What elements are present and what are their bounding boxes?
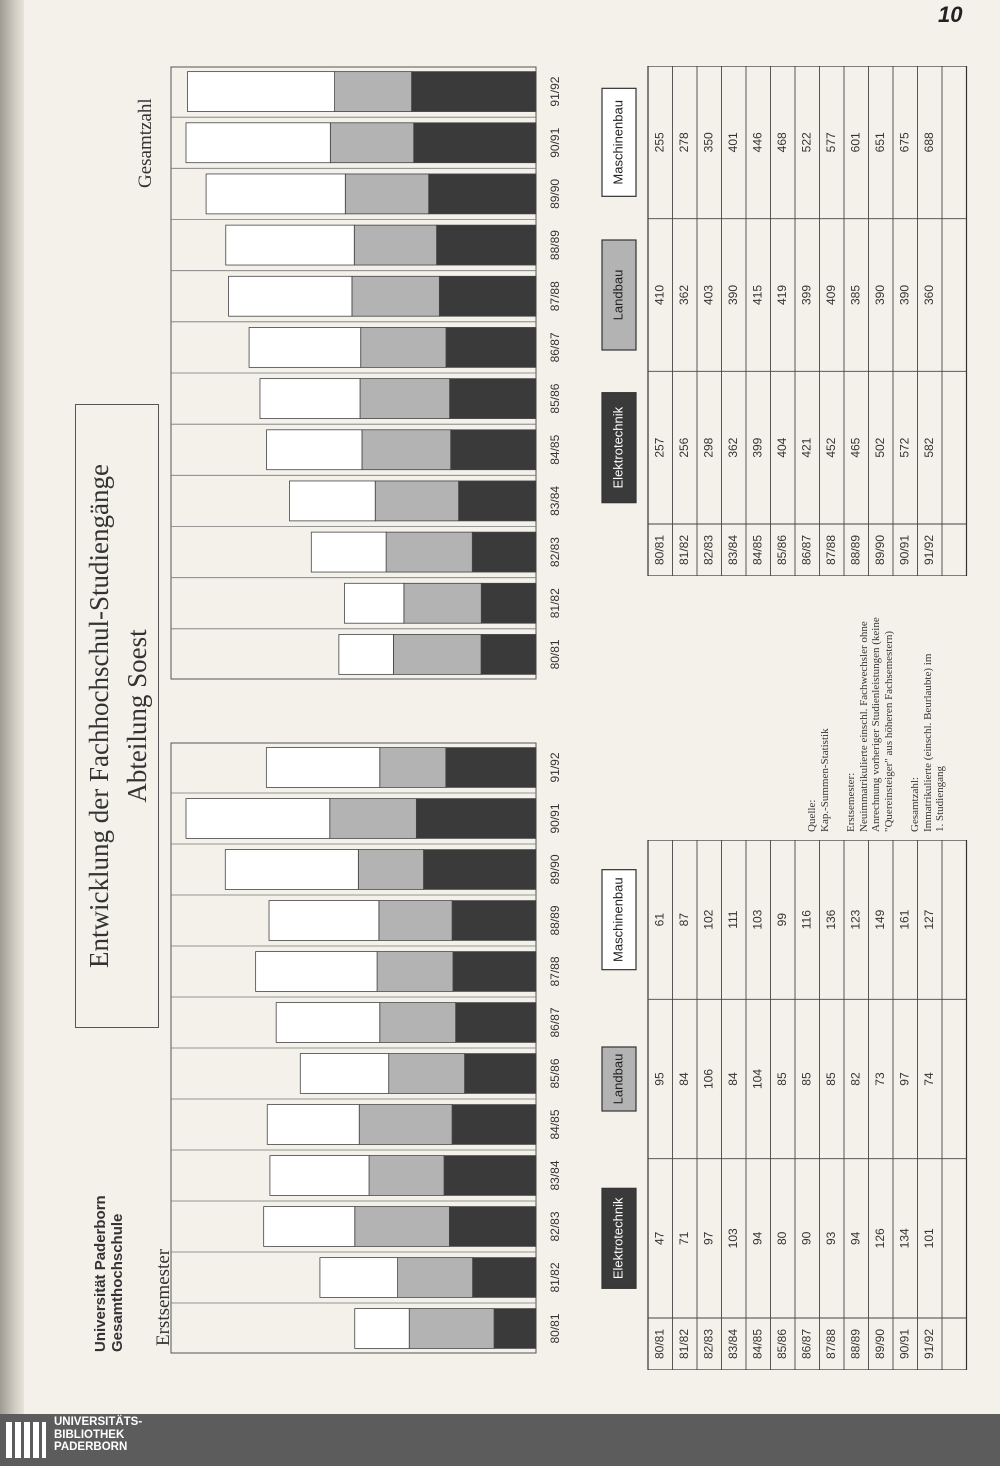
table-value-cell: 85 xyxy=(799,1072,814,1086)
table-value-cell: 582 xyxy=(921,437,936,458)
table-value-cell: 101 xyxy=(921,1228,936,1249)
table-value-cell: 385 xyxy=(848,284,863,306)
university-header xyxy=(92,1195,126,1352)
table-value-cell: 161 xyxy=(897,909,912,930)
table-value-cell: 97 xyxy=(701,1231,716,1246)
page-gutter xyxy=(0,0,24,1414)
table-value-cell: 94 xyxy=(848,1231,863,1246)
bar-segment-elektrotechnik xyxy=(452,901,536,941)
table-value-cell: 452 xyxy=(823,437,838,458)
bar-segment-elektrotechnik xyxy=(412,72,536,112)
table-year-cell: 81/82 xyxy=(676,534,691,566)
category-tick-label: 80/81 xyxy=(548,1313,563,1344)
table-value-cell: 390 xyxy=(897,284,912,306)
bar-segment-maschinenbau xyxy=(339,634,394,674)
bar-segment-landbau xyxy=(362,430,451,470)
table-value-cell: 111 xyxy=(725,910,740,929)
bar-segment-elektrotechnik xyxy=(481,634,536,674)
table-year-cell: 90/91 xyxy=(897,534,912,566)
note-gesamtzahl-label: Gesamtzahl: xyxy=(909,777,921,832)
table-value-cell: 87 xyxy=(676,912,691,927)
table-value-cell: 102 xyxy=(701,909,716,930)
table-value-cell: 126 xyxy=(872,1228,887,1249)
table-value-cell: 103 xyxy=(750,909,765,930)
table-value-cell: 675 xyxy=(897,132,912,153)
table-year-cell: 85/86 xyxy=(774,534,789,566)
legend-label-maschinenbau: Maschinenbau xyxy=(610,100,626,185)
category-tick-label: 83/84 xyxy=(548,485,563,516)
category-tick-label: 82/83 xyxy=(548,1211,563,1242)
note-quelle-label: Quelle: xyxy=(806,799,818,832)
bar-segment-maschinenbau xyxy=(229,276,352,316)
table-year-cell: 84/85 xyxy=(750,534,765,566)
table-value-cell: 74 xyxy=(921,1072,936,1086)
category-tick-label: 87/88 xyxy=(548,281,563,312)
library-logo-line: PADERBORN xyxy=(54,1441,128,1453)
bar-segment-elektrotechnik xyxy=(437,225,536,265)
table-value-cell: 71 xyxy=(676,1231,691,1246)
bar-segment-landbau xyxy=(375,481,458,521)
table-value-cell: 601 xyxy=(848,132,863,153)
table-year-cell: 80/81 xyxy=(652,1328,667,1360)
table-value-cell: 149 xyxy=(872,909,887,930)
bar-segment-elektrotechnik xyxy=(452,1105,536,1145)
table-value-cell: 61 xyxy=(652,912,667,927)
bar-segment-elektrotechnik xyxy=(459,481,536,521)
table-value-cell: 255 xyxy=(652,132,667,153)
bar-segment-maschinenbau xyxy=(289,481,375,521)
bar-segment-landbau xyxy=(361,327,446,367)
bar-segment-maschinenbau xyxy=(186,799,330,839)
bar-segment-maschinenbau xyxy=(256,952,377,992)
category-tick-label: 85/86 xyxy=(548,1058,563,1089)
bar-segment-landbau xyxy=(369,1156,444,1196)
bar-segment-elektrotechnik xyxy=(494,1309,536,1349)
table-value-cell: 415 xyxy=(750,284,765,306)
bar-segment-maschinenbau xyxy=(311,532,386,572)
category-tick-label: 88/89 xyxy=(548,905,563,936)
bar-segment-landbau xyxy=(352,276,439,316)
table-value-cell: 362 xyxy=(725,437,740,458)
bar-segment-landbau xyxy=(409,1309,494,1349)
bar-segment-elektrotechnik xyxy=(451,430,536,470)
bar-segment-maschinenbau xyxy=(206,174,345,214)
chart-title-erstsemester: Erstsemester xyxy=(153,1248,174,1346)
chart-gesamtzahl xyxy=(170,66,600,680)
table-year-cell: 85/86 xyxy=(774,1328,789,1360)
library-logo-line: UNIVERSITÄTS- xyxy=(54,1416,143,1428)
table-value-cell: 104 xyxy=(750,1068,765,1090)
category-tick-label: 85/86 xyxy=(548,383,563,414)
bar-segment-maschinenbau xyxy=(264,1207,355,1247)
category-tick-label: 89/90 xyxy=(548,178,563,209)
bar-segment-landbau xyxy=(335,72,412,112)
table-value-cell: 468 xyxy=(774,132,789,153)
table-value-cell: 123 xyxy=(848,909,863,930)
bar-segment-landbau xyxy=(345,174,428,214)
bar-segment-maschinenbau xyxy=(187,72,334,112)
bar-segment-landbau xyxy=(330,799,417,839)
category-tick-label: 84/85 xyxy=(548,434,563,465)
table-value-cell: 399 xyxy=(750,437,765,458)
category-tick-label: 81/82 xyxy=(548,588,563,619)
note-erstsemester-line: Neuimmatrikulierte einschl. Fachwechsler ohne xyxy=(857,621,870,832)
note-erstsemester-line: "Quereinsteiger" aus höheren Fachsemestern) xyxy=(882,630,895,832)
table-value-cell: 522 xyxy=(799,132,814,153)
table-year-cell: 87/88 xyxy=(823,1328,838,1360)
table-value-cell: 93 xyxy=(823,1231,838,1246)
bar-segment-maschinenbau xyxy=(267,430,362,470)
category-tick-label: 84/85 xyxy=(548,1109,563,1140)
bar-segment-landbau xyxy=(354,225,436,265)
bar-segment-maschinenbau xyxy=(269,901,379,941)
chart-title-gesamtzahl: Gesamtzahl xyxy=(135,98,156,188)
table-value-cell: 446 xyxy=(750,132,765,153)
table-year-cell: 82/83 xyxy=(701,1328,716,1360)
table-year-cell: 81/82 xyxy=(676,1328,691,1360)
category-tick-label: 86/87 xyxy=(548,1007,563,1038)
bar-segment-elektrotechnik xyxy=(414,123,536,163)
table-value-cell: 257 xyxy=(652,437,667,458)
table-value-cell: 84 xyxy=(725,1072,740,1086)
table-year-cell: 89/90 xyxy=(872,1328,887,1360)
table-value-cell: 465 xyxy=(848,437,863,458)
table-year-cell: 83/84 xyxy=(725,534,740,566)
category-tick-label: 81/82 xyxy=(548,1262,563,1293)
bar-segment-landbau xyxy=(359,1105,452,1145)
table-year-cell: 82/83 xyxy=(701,534,716,566)
category-tick-label: 87/88 xyxy=(548,956,563,987)
table-value-cell: 99 xyxy=(774,912,789,927)
category-tick-label: 91/92 xyxy=(548,76,563,107)
legend-label-elektrotechnik: Elektrotechnik xyxy=(610,406,626,489)
table-value-cell: 85 xyxy=(823,1072,838,1086)
table-year-cell: 90/91 xyxy=(897,1328,912,1360)
bar-segment-maschinenbau xyxy=(186,123,330,163)
bar-segment-maschinenbau xyxy=(300,1054,388,1094)
table-year-cell: 83/84 xyxy=(725,1328,740,1360)
bar-segment-elektrotechnik xyxy=(444,1156,536,1196)
table-value-cell: 362 xyxy=(676,284,691,306)
table-value-cell: 116 xyxy=(799,910,814,930)
category-tick-label: 89/90 xyxy=(548,854,563,885)
bar-segment-landbau xyxy=(330,123,413,163)
bar-segment-elektrotechnik xyxy=(416,799,536,839)
table-erstsemester xyxy=(600,840,970,1370)
table-value-cell: 401 xyxy=(725,132,740,153)
bar-segment-landbau xyxy=(360,379,450,419)
category-tick-label: 90/91 xyxy=(548,803,563,834)
school-type: Gesamthochschule xyxy=(109,1213,126,1352)
title-line-2: Abteilung Soest xyxy=(122,629,152,803)
bar-segment-elektrotechnik xyxy=(439,276,536,316)
table-value-cell: 421 xyxy=(799,437,814,458)
bar-segment-maschinenbau xyxy=(276,1003,380,1043)
table-year-cell: 84/85 xyxy=(750,1328,765,1360)
table-year-cell: 80/81 xyxy=(652,534,667,566)
library-logo-line: BIBLIOTHEK xyxy=(54,1428,125,1441)
bar-segment-maschinenbau xyxy=(320,1258,398,1298)
table-value-cell: 572 xyxy=(897,437,912,458)
table-value-cell: 94 xyxy=(750,1231,765,1246)
table-value-cell: 390 xyxy=(872,284,887,306)
table-value-cell: 73 xyxy=(872,1072,887,1086)
bar-segment-landbau xyxy=(379,901,452,941)
page-number: 10 xyxy=(938,2,963,27)
table-value-cell: 399 xyxy=(799,284,814,306)
table-value-cell: 390 xyxy=(725,284,740,306)
bar-segment-elektrotechnik xyxy=(429,174,536,214)
table-value-cell: 278 xyxy=(676,132,691,153)
bar-segment-landbau xyxy=(377,952,453,992)
bar-segment-landbau xyxy=(389,1054,465,1094)
bar-segment-elektrotechnik xyxy=(472,532,536,572)
bar-segment-maschinenbau xyxy=(267,1105,359,1145)
university-name: Universität Paderborn xyxy=(92,1195,109,1352)
page-title xyxy=(75,404,159,1028)
bar-segment-landbau xyxy=(393,634,481,674)
table-value-cell: 298 xyxy=(701,437,716,458)
library-footer xyxy=(0,1414,1000,1466)
bar-segment-elektrotechnik xyxy=(446,748,536,788)
table-value-cell: 577 xyxy=(823,132,838,153)
table-value-cell: 256 xyxy=(676,437,691,458)
category-tick-label: 91/92 xyxy=(548,752,563,783)
bar-segment-maschinenbau xyxy=(225,850,358,890)
table-value-cell: 127 xyxy=(921,909,936,930)
table-value-cell: 95 xyxy=(652,1072,667,1086)
table-value-cell: 103 xyxy=(725,1228,740,1249)
note-erstsemester-line: Anrechnung vorheriger Studienleistungen (keine xyxy=(870,617,882,832)
title-line-1: Entwicklung der Fachhochschul-Studiengänge xyxy=(84,464,114,968)
bar-segment-elektrotechnik xyxy=(446,327,536,367)
table-value-cell: 47 xyxy=(652,1231,667,1246)
bar-segment-maschinenbau xyxy=(266,748,379,788)
table-value-cell: 688 xyxy=(921,132,936,153)
table-year-cell: 88/89 xyxy=(848,534,863,566)
table-value-cell: 134 xyxy=(897,1228,912,1249)
bar-segment-maschinenbau xyxy=(355,1309,409,1349)
note-gesamtzahl-line: 1. Studiengang xyxy=(934,766,946,832)
note-erstsemester-label: Erstsemester: xyxy=(845,772,857,832)
category-tick-label: 90/91 xyxy=(548,127,563,158)
category-tick-label: 82/83 xyxy=(548,537,563,568)
table-value-cell: 409 xyxy=(823,284,838,306)
legend-label-landbau: Landbau xyxy=(610,1053,626,1105)
notes xyxy=(806,617,947,832)
table-value-cell: 403 xyxy=(701,284,716,306)
note-gesamtzahl-line: Immatrikulierte (einschl. Beurlaubte) im xyxy=(921,653,934,832)
table-year-cell: 89/90 xyxy=(872,534,887,566)
table-value-cell: 404 xyxy=(774,437,789,458)
legend-label-elektrotechnik: Elektrotechnik xyxy=(610,1197,626,1280)
table-value-cell: 360 xyxy=(921,284,936,306)
category-tick-label: 86/87 xyxy=(548,332,563,363)
table-value-cell: 82 xyxy=(848,1072,863,1086)
bar-segment-elektrotechnik xyxy=(481,583,536,623)
table-value-cell: 80 xyxy=(774,1231,789,1246)
bar-segment-landbau xyxy=(380,1003,456,1043)
category-tick-label: 80/81 xyxy=(548,639,563,670)
table-value-cell: 106 xyxy=(701,1068,716,1090)
table-value-cell: 651 xyxy=(872,132,887,153)
bar-segment-landbau xyxy=(358,850,423,890)
note-quelle-text: Kap.-Summen-Statistik xyxy=(818,728,831,832)
bar-segment-landbau xyxy=(398,1258,473,1298)
table-year-cell: 91/92 xyxy=(921,534,936,566)
bar-segment-landbau xyxy=(404,583,481,623)
legend-label-maschinenbau: Maschinenbau xyxy=(610,877,626,962)
legend-label-landbau: Landbau xyxy=(610,269,626,321)
table-value-cell: 97 xyxy=(897,1072,912,1086)
table-gesamtzahl xyxy=(600,66,970,576)
chart-erstsemester xyxy=(170,742,600,1354)
library-logo-icon xyxy=(4,1420,48,1460)
bar-segment-maschinenbau xyxy=(226,225,354,265)
table-year-cell: 91/92 xyxy=(921,1328,936,1360)
bar-segment-elektrotechnik xyxy=(453,952,536,992)
table-value-cell: 90 xyxy=(799,1231,814,1246)
bar-segment-maschinenbau xyxy=(249,327,361,367)
bar-segment-elektrotechnik xyxy=(450,379,536,419)
bar-segment-maschinenbau xyxy=(270,1156,369,1196)
bar-segment-landbau xyxy=(386,532,472,572)
table-value-cell: 85 xyxy=(774,1072,789,1086)
bar-segment-elektrotechnik xyxy=(449,1207,536,1247)
table-value-cell: 350 xyxy=(701,132,716,153)
table-value-cell: 84 xyxy=(676,1072,691,1086)
table-value-cell: 136 xyxy=(823,909,838,930)
library-logo-text xyxy=(54,1416,142,1454)
category-tick-label: 83/84 xyxy=(548,1160,563,1191)
table-value-cell: 410 xyxy=(652,284,667,306)
table-year-cell: 87/88 xyxy=(823,534,838,566)
bar-segment-landbau xyxy=(355,1207,450,1247)
category-tick-label: 88/89 xyxy=(548,230,563,261)
bar-segment-elektrotechnik xyxy=(456,1003,536,1043)
bar-segment-maschinenbau xyxy=(260,379,360,419)
table-year-cell: 86/87 xyxy=(799,534,814,566)
bar-segment-landbau xyxy=(380,748,446,788)
bar-segment-elektrotechnik xyxy=(424,850,537,890)
table-year-cell: 86/87 xyxy=(799,1328,814,1360)
table-value-cell: 419 xyxy=(774,284,789,306)
bar-segment-elektrotechnik xyxy=(473,1258,536,1298)
bar-segment-maschinenbau xyxy=(344,583,403,623)
table-year-cell: 88/89 xyxy=(848,1328,863,1360)
bar-segment-elektrotechnik xyxy=(465,1054,536,1094)
table-value-cell: 502 xyxy=(872,437,887,458)
